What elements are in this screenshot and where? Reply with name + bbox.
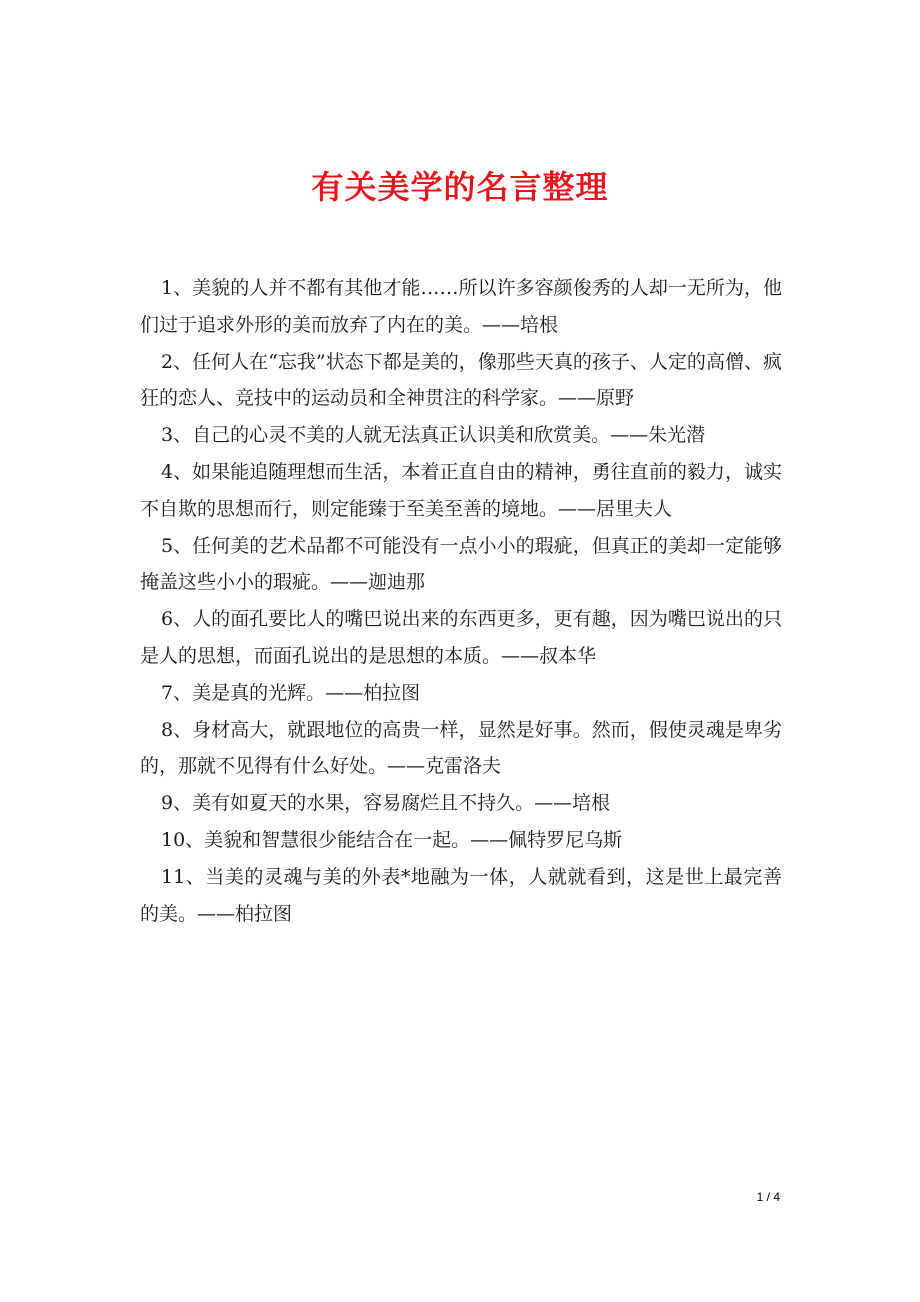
quote-paragraph-5: 5、任何美的艺术品都不可能没有一点小小的瑕疵，但真正的美却一定能够掩盖这些小小的瑕疵。——迦迪那	[140, 534, 782, 594]
quote-paragraph-1: 1、美貌的人并不都有其他才能……所以许多容颜俊秀的人却一无所为，他们过于追求外形的美而放弃了内在的美。——培根	[140, 277, 782, 336]
quote-paragraph-10: 10、美貌和智慧很少能结合在一起。——佩特罗尼乌斯	[161, 828, 623, 851]
quote-paragraph-9: 9、美有如夏天的水果，容易腐烂且不持久。——培根	[161, 792, 611, 815]
quote-paragraph-6: 6、人的面孔要比人的嘴巴说出来的东西更多，更有趣，因为嘴巴说出的只是人的思想，而面孔说出的是思想的本质。——叔本华	[140, 608, 782, 667]
quote-paragraph-3: 3、自己的心灵不美的人就无法真正认识美和欣赏美。——朱光潜	[161, 424, 706, 447]
document-title: 有关美学的名言整理	[311, 168, 609, 207]
quote-paragraph-2: 2、任何人在“忘我”状态下都是美的，像那些天真的孩子、人定的高僧、疯狂的恋人、竞技中的运动员和全神贯注的科学家。——原野	[140, 350, 782, 410]
quote-paragraph-11: 11、当美的灵魂与美的外表*地融为一体，人就就看到，这是世上最完善的美。——柏拉图	[140, 865, 782, 925]
quotes-body	[140, 270, 782, 932]
quote-paragraph-7: 7、美是真的光辉。——柏拉图	[161, 681, 421, 704]
page-number: 1 / 4	[756, 1190, 780, 1204]
quote-paragraph-8: 8、身材高大，就跟地位的高贵一样，显然是好事。然而，假使灵魂是卑劣的，那就不见得有什么好处。——克雷洛夫	[140, 718, 782, 778]
quote-paragraph-4: 4、如果能追随理想而生活，本着正直自由的精神，勇往直前的毅力，诚实不自欺的思想而行，则定能臻于至美至善的境地。——居里夫人	[140, 460, 782, 520]
